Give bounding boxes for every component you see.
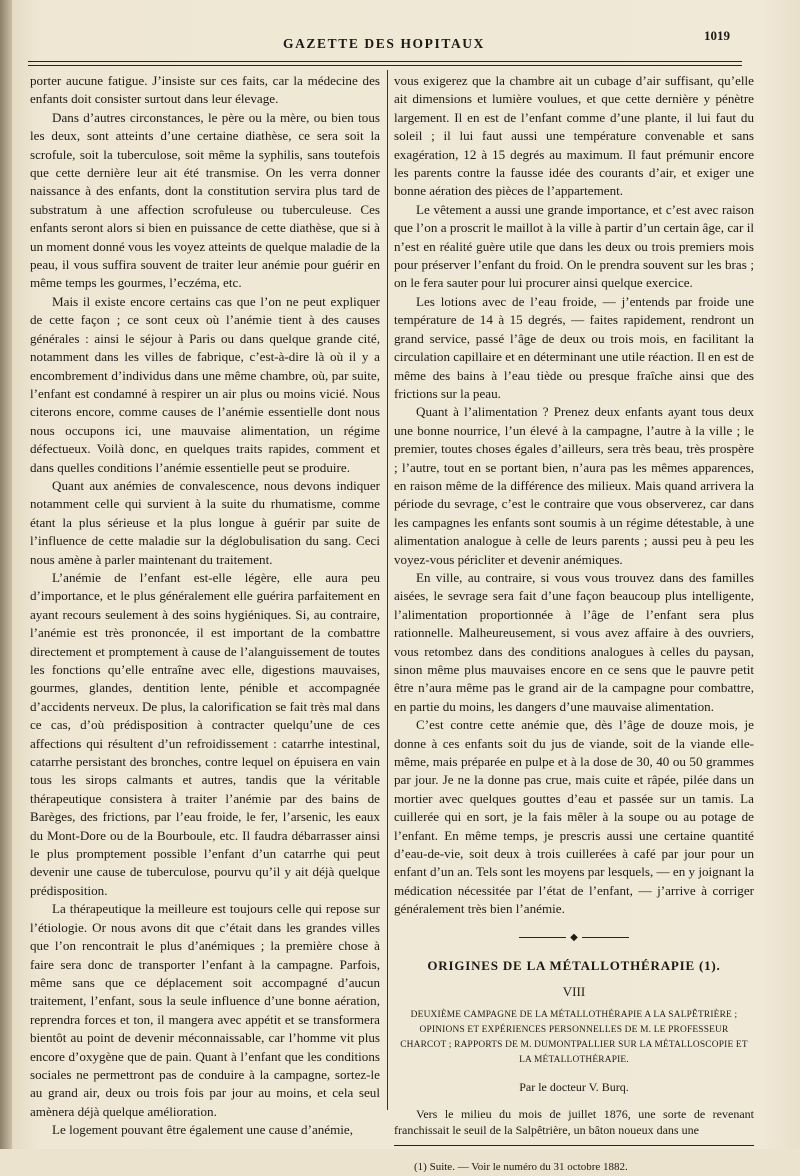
- paragraph: C’est contre cette anémie que, dès l’âge de douze mois, je donne à ces enfants soit du jus de viande, soit de la viande elle-même, mais préparée en pulpe et à la dose de 30, 40 ou 50 grammes par jour. Je ne la donne pas crue, mais cuite et râpée, pilée dans un mortier avec quelques gouttes d’eau et passée sur un tamis. La cuillerée qui en sort, je la fais mêler à la soupe ou au potage de l’enfant. En même temps, je prescris aussi une certaine quantité d’eau-de-vie, soit deux à trois cuillerées à café par jour pour un enfant d’un an. Tels sont les moyens par lesquels, — en y joignant la médication nécessitée par l’état de l’enfant, — j’arrive à corriger généralement très bien l’anémie.: [394, 717, 754, 917]
- page-header: [28, 28, 740, 56]
- footnote: (1) Suite. — Voir le numéro du 31 octobre 1882.: [414, 1160, 628, 1173]
- section-subtitle: DEUXIÈME CAMPAGNE DE LA MÉTALLOTHÉRAPIE A LA SALPÊTRIÈRE ; OPINIONS ET EXPÉRIENCES PERSONNELLES DE M. LE PROFESSEUR CHARCOT ; RAPPORTS DE M. DUMONTPALLIER SUR LA MÉTALLOSCOPIE ET LA MÉTALLOTHÉRAPIE.: [400, 1009, 748, 1065]
- page-number: 1019: [704, 28, 730, 43]
- section-ornament: ◆: [519, 933, 629, 943]
- right-column: [394, 72, 754, 1176]
- running-title: GAZETTE DES HOPITAUX: [282, 36, 486, 51]
- paragraph: Mais il existe encore certains cas que l’on ne peut expliquer de cette façon ; ce sont ceux où l’anémie tient à des causes générales : ainsi le séjour à Paris ou dans quelque grande cité, notamment dans les villes de fabrique, c’est-à-dire là où il y a encombrement d’individus dans une même chambre, où, par suite, l’enfant est condamné à respirer un air plus ou moins vicié. Nous citerons encore, comme causes de l’anémie essentielle dont nous nous occupons ici, une mauvaise alimentation, un régime défectueux. Voilà donc, en quelques traits rapides, comment et dans quelles conditions l’anémie essentielle peut se produire.: [30, 293, 380, 475]
- header-rule-thin: [28, 65, 742, 66]
- header-rule: [28, 61, 742, 62]
- paragraph: porter aucune fatigue. J’insiste sur ces faits, car la médecine des enfants doit consister surtout dans leur élevage.: [30, 73, 380, 107]
- column-divider: [387, 70, 388, 1110]
- paragraph: vous exigerez que la chambre ait un cubage d’air suffisant, qu’elle ait dimensions et lumière voulues, et que cette dernière y pénètre largement. Il en est de l’enfant comme d’une plante, il lui faut du soleil ; il lui faut aussi une température convenable et sans exagération, 12 à 15 degrés au maximum. Il faut prémunir encore les parents contre la fausse idée des courants d’air, et exiger une bonne aération des pièces de l’appartement.: [394, 73, 754, 199]
- binding-spine: [0, 0, 12, 1149]
- article-lead-paragraph: Vers le milieu du mois de juillet 1876, une sorte de revenant franchissait le seuil de la Salpêtrière, un bâton noueux dans une: [394, 1106, 754, 1138]
- paragraph: Dans d’autres circonstances, le père ou la mère, ou bien tous les deux, sont atteints d’une certaine diathèse, ce sera soit la scrofule, soit la tuberculose, soit même la syphilis, sans toutefois que cette dernière leur ait été transmise. On les verra donner naissance à des enfants, dont la constitution servira plus tard de substratum à une affection scrofuleuse ou tuberculeuse. Ces enfants seront alors si bien en puissance de cette diathèse, que si à un moment donné vous les voyez atteints de quelque maladie de la peau, il vous suffira souvent de traiter leur anémie pour guérir en même temps les gourmes, l’eczéma, etc.: [30, 109, 380, 291]
- section-title: ORIGINES DE LA MÉTALLOTHÉRAPIE (1).: [427, 957, 721, 973]
- paragraph: En ville, au contraire, si vous vous trouvez dans des familles aisées, le sevrage sera fait d’une façon beaucoup plus intelligente, l’alimentation proportionnée à l’âge de l’enfant sera plus rationnelle. Malheureusement, si vous avez affaire à des ouvriers, vous retombez dans des conditions analogues à celles du paysan, sinon même plus mauvaises encore en ce sens que le pauvre petit être n’aura même pas le grand air de la campagne pour combattre, en partie du moins, les dangers d’une mauvaise alimentation.: [394, 569, 754, 714]
- paragraph: La thérapeutique la meilleure est toujours celle qui repose sur l’étiologie. Or nous avons dit que c’était dans les grandes villes que l’on rencontrait le plus d’anémiques ; la première chose à faire sera donc de transporter l’enfant à la campagne. Parfois, même sans que ce déplacement soit accompagné d’aucun traitement, l’enfant, sous la seule influence d’une bonne aération, reprendra forces et ton, il mangera avec appétit et se transformera bientôt au point de devenir méconnaissable, car l’homme vit plus encore d’oxygène que de pain. Quant à l’enfant que les conditions sociales ne permettront pas de conduire à la campagne, sortez-le au grand air, deux ou trois fois par jour au moins, et cela seul amènera déjà quelque amélioration.: [30, 901, 380, 1119]
- paragraph: L’anémie de l’enfant est-elle légère, elle aura peu d’importance, et le plus généralement elle guérira parfaitement en ayant recours seulement à des soins hygiéniques. Si, au contraire, l’anémie est très prononcée, il est important de la combattre directement et promptement à cause de l’alanguissement de toutes les fonctions qu’elle entraîne avec elle, digestions mauvaises, gourmes, glandes, dentition lente, pénible et accompagnée d’accidents nerveux. De plus, la calorification se fait très mal dans ce cas, d’où prédisposition à contracter quelqu’une de ces affections qui résultent d’un refroidissement : catarrhe intestinal, catarrhe persistant des bronches, contre lequel on épuisera en vain tous les sirops calmants et autres, tandis que la véritable thérapeutique consistera à traiter l’anémie par des bains de Barèges, des frictions, par l’eau froide, le fer, l’arsenic, les eaux du Mont-Dore ou de la Bourboule, etc. Il faudra débarrasser ainsi le plus promptement possible l’enfant d’un catarrhe qui peut devenir une cause de tuberculose, pourvu qu’il y ait déjà quelque prédisposition.: [30, 569, 380, 898]
- footnote-rule: [394, 1145, 754, 1146]
- paragraph: Quant à l’alimentation ? Prenez deux enfants ayant tous deux une bonne nourrice, l’un élevé à la campagne, l’autre à la ville ; le premier, toutes choses égales d’ailleurs, sera très beau, très prospère ; l’autre, tout en se portant bien, n’aura pas les mêmes apparences, en raison même de la différence des milieux. Mais quand arrivera la période du sevrage, c’est le contraire que vous observerez, car dans les campagnes les enfants sont soumis à un régime détestable, à une alimentation analogue à celle de leurs parents ; aussi peu à peu les voyez-vous péricliter et devenir anémiques.: [394, 404, 754, 567]
- paragraph: Le logement pouvant être également une cause d’anémie,: [52, 1122, 354, 1138]
- paragraph: Le vêtement a aussi une grande importance, et c’est avec raison que l’on a proscrit le maillot à la ville à partir d’un certain âge, car il n’est en réalité guère utile que dans les deux ou trois premiers mois pour préserver l’enfant du froid. On le prendra souvent sur les bras ; on le fera sauter pour lui procurer ainsi quelque exercice.: [394, 201, 754, 291]
- paragraph: Les lotions avec de l’eau froide, — j’entends par froide une température de 14 à 15 degrés, — faites rapidement, rendront un grand service, passé l’âge de deux ou trois mois, en facilitant la circulation capillaire et en déterminant une utile réaction. Il en est de même des bains à l’eau tiède ou presque fraîche ainsi que des frictions sur la peau.: [394, 293, 754, 401]
- article-byline: Par le docteur V. Burq.: [519, 1079, 629, 1094]
- paragraph: Quant aux anémies de convalescence, nous devons indiquer notamment celle qui survient à la suite du rhumatisme, comme étant la plus sérieuse et la plus longue à guérir par suite de l’influence de cette maladie sur la déglobulisation du sang. Ceci nous amène à parler maintenant du traitement.: [30, 477, 380, 567]
- left-column: [30, 72, 380, 1140]
- section-number: VIII: [562, 984, 586, 1000]
